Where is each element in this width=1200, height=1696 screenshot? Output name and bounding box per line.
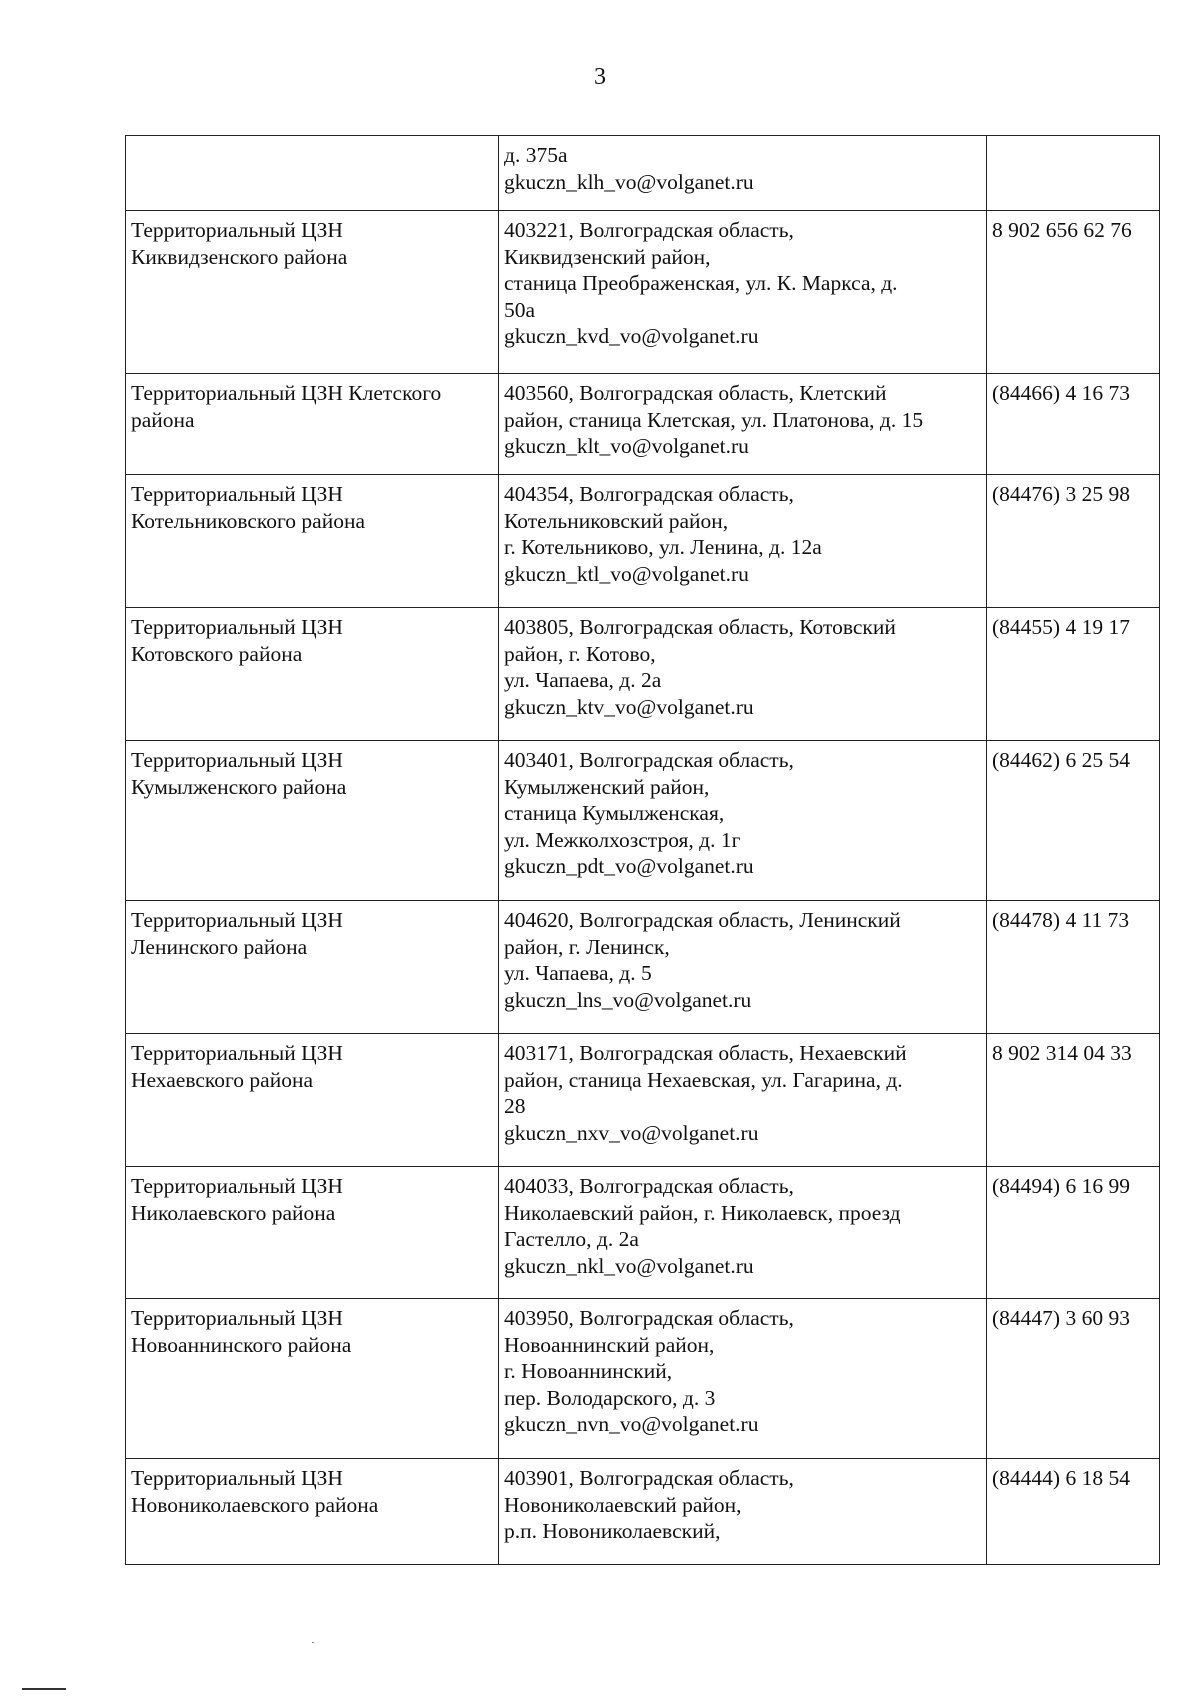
phone-cell: (84462) 6 25 54 [987, 741, 1160, 901]
phone-cell: (84455) 4 19 17 [987, 608, 1160, 741]
address-cell: д. 375а gkuczn_klh_vo@volganet.ru [499, 136, 987, 211]
address-cell: 403401, Волгоградская область, Кумылженский район, станица Кумылженская, ул. Межколхозстроя, д. 1г gkuczn_pdt_vo@volganet.ru [499, 741, 987, 901]
phone-cell: (84476) 3 25 98 [987, 475, 1160, 608]
address-cell: 403560, Волгоградская область, Клетский район, станица Клетская, ул. Платонова, д. 15 gkuczn_klt_vo@volganet.ru [499, 374, 987, 475]
table-row [126, 1459, 1160, 1565]
table-row [126, 1034, 1160, 1167]
phone-cell [987, 136, 1160, 211]
address-cell: 403950, Волгоградская область, Новоаннинский район, г. Новоаннинский, пер. Володарского, д. 3 gkuczn_nvn_vo@volganet.ru [499, 1299, 987, 1459]
phone-cell: (84478) 4 11 73 [987, 901, 1160, 1034]
table-row [126, 901, 1160, 1034]
page-number: 3 [594, 64, 606, 90]
table-row [126, 136, 1160, 211]
table-row [126, 211, 1160, 374]
address-cell: 403171, Волгоградская область, Нехаевский район, станица Нехаевская, ул. Гагарина, д. 28 gkuczn_nxv_vo@volganet.ru [499, 1034, 987, 1167]
address-cell: 403901, Волгоградская область, Новониколаевский район, р.п. Новониколаевский, [499, 1459, 987, 1565]
office-name-cell: Территориальный ЦЗН Новоаннинского района [126, 1299, 499, 1459]
phone-cell: (84444) 6 18 54 [987, 1459, 1160, 1565]
office-name-cell: Территориальный ЦЗН Кумылженского района [126, 741, 499, 901]
phone-cell: (84466) 4 16 73 [987, 374, 1160, 475]
scan-speck [312, 1642, 314, 1643]
table-row [126, 374, 1160, 475]
address-cell: 403221, Волгоградская область, Киквидзенский район, станица Преображенская, ул. К. Маркса, д. 50а gkuczn_kvd_vo@volganet.ru [499, 211, 987, 374]
phone-cell: 8 902 656 62 76 [987, 211, 1160, 374]
table-row [126, 1299, 1160, 1459]
contacts-table [125, 135, 1160, 1565]
office-name-cell: Территориальный ЦЗН Новониколаевского района [126, 1459, 499, 1565]
address-cell: 404033, Волгоградская область, Николаевский район, г. Николаевск, проезд Гастелло, д. 2а gkuczn_nkl_vo@volganet.ru [499, 1167, 987, 1299]
address-cell: 403805, Волгоградская область, Котовский район, г. Котово, ул. Чапаева, д. 2а gkuczn_ktv_vo@volganet.ru [499, 608, 987, 741]
office-name-cell: Территориальный ЦЗН Нехаевского района [126, 1034, 499, 1167]
address-cell: 404620, Волгоградская область, Ленинский район, г. Ленинск, ул. Чапаева, д. 5 gkuczn_lns_vo@volganet.ru [499, 901, 987, 1034]
table-row [126, 475, 1160, 608]
table-row [126, 608, 1160, 741]
office-name-cell: Территориальный ЦЗН Котовского района [126, 608, 499, 741]
table-row [126, 1167, 1160, 1299]
table-row [126, 741, 1160, 901]
office-name-cell: Территориальный ЦЗН Киквидзенского района [126, 211, 499, 374]
office-name-cell: Территориальный ЦЗН Ленинского района [126, 901, 499, 1034]
office-name-cell: Территориальный ЦЗН Котельниковского района [126, 475, 499, 608]
phone-cell: (84447) 3 60 93 [987, 1299, 1160, 1459]
footer-dash-mark [22, 1688, 66, 1690]
address-cell: 404354, Волгоградская область, Котельниковский район, г. Котельниково, ул. Ленина, д. 12а gkuczn_ktl_vo@volganet.ru [499, 475, 987, 608]
phone-cell: 8 902 314 04 33 [987, 1034, 1160, 1167]
office-name-cell [126, 136, 499, 211]
office-name-cell: Территориальный ЦЗН Николаевского района [126, 1167, 499, 1299]
phone-cell: (84494) 6 16 99 [987, 1167, 1160, 1299]
office-name-cell: Территориальный ЦЗН Клетского района [126, 374, 499, 475]
